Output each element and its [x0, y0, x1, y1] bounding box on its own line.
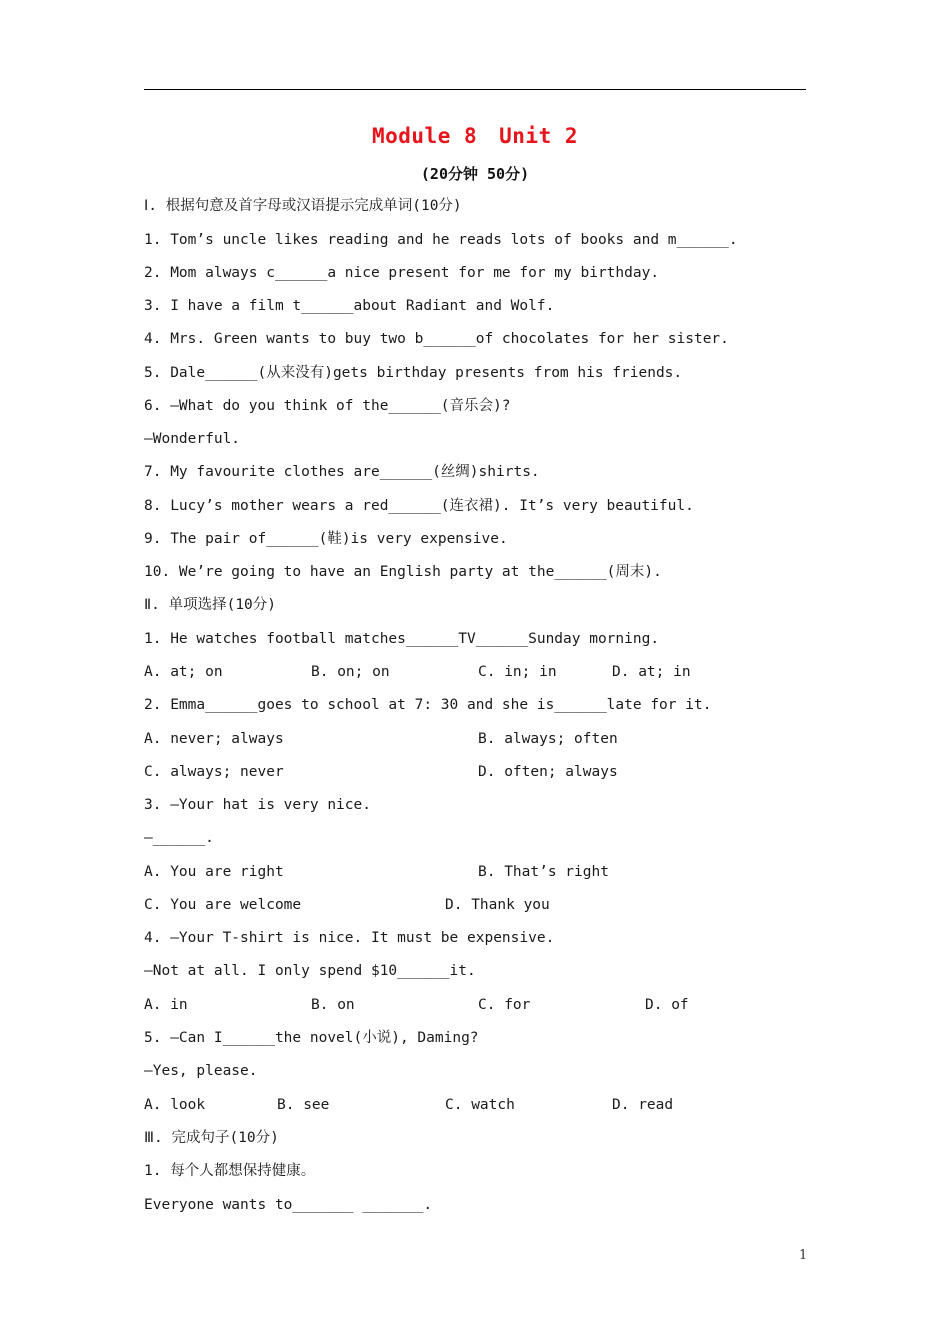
page-number: 1	[799, 1248, 808, 1263]
option-b: B. That’s right	[478, 864, 609, 880]
section1-item: 5. Dale______(从来没有)gets birthday presents from his friends.	[144, 365, 683, 381]
header-rule	[144, 89, 806, 90]
section2-heading: Ⅱ. 单项选择(10分)	[144, 597, 277, 613]
answer-line: —Not at all. I only spend $10______it.	[144, 963, 476, 979]
option-d: D. of	[645, 997, 689, 1013]
answer-line: —______.	[144, 830, 214, 846]
option-d: D. often; always	[478, 764, 618, 780]
section1-item: 3. I have a film t______about Radiant and Wolf.	[144, 298, 555, 314]
option-d: D. read	[612, 1097, 674, 1113]
option-d: D. Thank you	[445, 897, 550, 913]
section1-item: 10. We’re going to have an English party at the______(周末).	[144, 564, 662, 580]
answer-line: —Yes, please.	[144, 1063, 258, 1079]
option-c: C. watch	[445, 1097, 515, 1113]
option-c: C. You are welcome	[144, 897, 302, 913]
question-stem: 2. Emma______goes to school at 7: 30 and she is______late for it.	[144, 697, 712, 713]
section1-item: —Wonderful.	[144, 431, 241, 447]
option-c: C. in; in	[478, 664, 557, 680]
question-stem: 4. —Your T-shirt is nice. It must be expensive.	[144, 930, 555, 946]
section1-item: 9. The pair of______(鞋)is very expensive.	[144, 531, 508, 547]
option-d: D. at; in	[612, 664, 691, 680]
option-c: C. always; never	[144, 764, 284, 780]
section1-heading: Ⅰ. 根据句意及首字母或汉语提示完成单词(10分)	[144, 198, 462, 214]
option-b: B. on; on	[311, 664, 390, 680]
section3-item-english: Everyone wants to_______ _______.	[144, 1197, 433, 1213]
title-module: Module 8	[371, 124, 478, 148]
option-b: B. always; often	[478, 731, 618, 747]
section3-item-chinese: 1. 每个人都想保持健康。	[144, 1163, 316, 1179]
section1-item: 2. Mom always c______a nice present for me for my birthday.	[144, 265, 660, 281]
page-subtitle: (20分钟 50分)	[420, 165, 530, 183]
option-a: A. never; always	[144, 731, 284, 747]
option-b: B. see	[277, 1097, 330, 1113]
option-a: A. at; on	[144, 664, 223, 680]
section1-item: 7. My favourite clothes are______(丝绸)shirts.	[144, 464, 540, 480]
option-a: A. in	[144, 997, 188, 1013]
section1-item: 8. Lucy’s mother wears a red______(连衣裙). It’s very beautiful.	[144, 498, 694, 514]
option-c: C. for	[478, 997, 531, 1013]
question-stem: 3. —Your hat is very nice.	[144, 797, 371, 813]
question-stem: 5. —Can I______the novel(小说), Daming?	[144, 1030, 479, 1046]
option-a: A. look	[144, 1097, 206, 1113]
page-title	[0, 124, 950, 148]
option-b: B. on	[311, 997, 355, 1013]
question-stem: 1. He watches football matches______TV______Sunday morning.	[144, 631, 660, 647]
section3-heading: Ⅲ. 完成句子(10分)	[144, 1130, 279, 1146]
section1-item: 4. Mrs. Green wants to buy two b______of chocolates for her sister.	[144, 331, 729, 347]
section1-item: 1. Tom’s uncle likes reading and he reads lots of books and m______.	[144, 232, 738, 248]
title-unit: Unit 2	[499, 124, 578, 148]
section1-item: 6. —What do you think of the______(音乐会)?	[144, 398, 511, 414]
option-a: A. You are right	[144, 864, 284, 880]
